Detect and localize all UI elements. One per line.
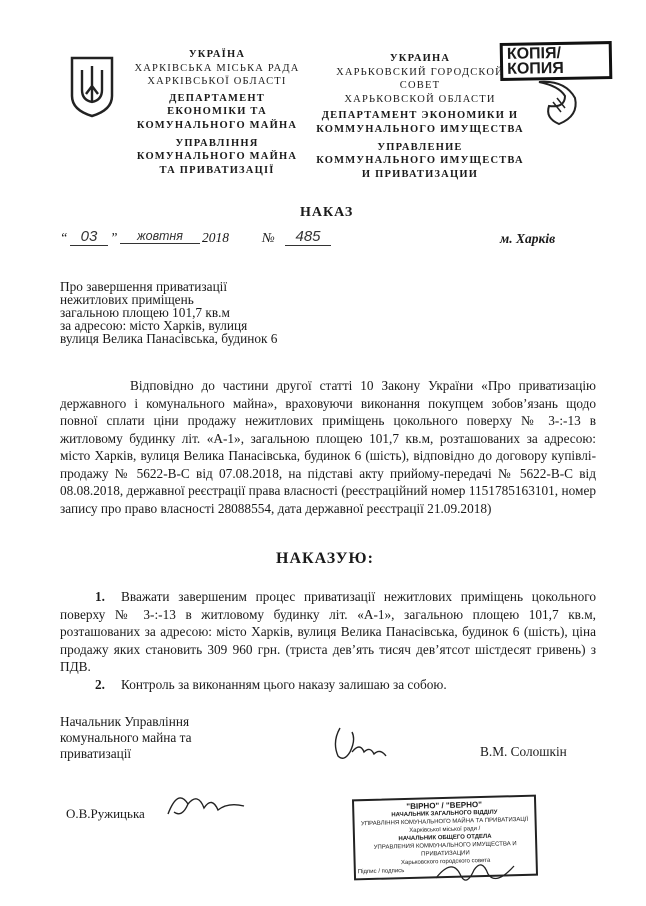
copy-stamp — [500, 41, 613, 81]
subject-line-1: Про завершення приватизації — [60, 279, 228, 294]
header-left-admin-2: КОМУНАЛЬНОГО МАЙНА — [136, 151, 298, 163]
header-left-admin-3: ТА ПРИВАТИЗАЦІЇ — [159, 164, 275, 176]
order-date-month: жовтня — [120, 229, 200, 244]
signatory-title — [60, 714, 260, 762]
decree-item-1-text: Вважати завершеним процес приватизації нежитлових приміщень цокольного поверху № 3-:-13 в житловому будинку літ. «А-1», загальною площею 101,7 кв.м, розташованих за адресою: місто Харків, вулиця Велика Панасівська, будинок 6 (шість), ціна продажу яких становить 309 960 грн. (триста дев’ять тисяч дев’ятсот шістдесят гривень) з ПДВ. — [60, 589, 596, 674]
order-number-label: № — [262, 230, 275, 245]
signatory-title-2: комунального майна та — [60, 730, 192, 745]
order-date-line: “ 03 ” жовтня 2018 № 485 м. Харків — [60, 228, 556, 246]
order-date-year: 2018 — [202, 230, 229, 245]
header-right-dept-2: КОММУНАЛЬНОГО ИМУЩЕСТВА — [316, 123, 524, 135]
signature-scribble — [330, 722, 390, 771]
header-left-dept-2: ЕКОНОМІКИ ТА — [167, 106, 267, 118]
verified-stamp-line-7: Харьковского городского совета — [400, 857, 491, 867]
header-left-council-1: ХАРКІВСЬКА МІСЬКА РАДА — [134, 62, 300, 74]
header-left — [112, 48, 322, 177]
signatory-title-3: приватизації — [60, 746, 132, 761]
order-number: 485 — [285, 228, 331, 246]
header-left-admin-1: УПРАВЛІННЯ — [175, 137, 259, 149]
executor-name: О.В.Ружицька — [66, 806, 145, 821]
subject-line-5: вулиця Велика Панасівська, будинок 6 — [60, 331, 278, 346]
header-right-dept-1: ДЕПАРТАМЕНТ ЭКОНОМИКИ И — [321, 110, 519, 122]
header-right-council-2: СОВЕТ — [399, 80, 441, 92]
decree-item-2-text: Контроль за виконанням цього наказу залишаю за собою. — [120, 677, 447, 692]
verified-stamp-line-1: "ВІРНО" / "ВЕРНО" — [406, 800, 483, 811]
signatory-name: В.М. Солошкін — [480, 744, 567, 759]
verified-stamp-line-6: УПРАВЛЕНИЯ КОММУНАЛЬНОГО ИМУЩЕСТВА И ПРИВАТИЗАЦИИ — [373, 841, 517, 858]
preamble: Відповідно до частини другої статті 10 Закону України «Про приватизацію державного і комунального майна», враховуючи виконання покупцем зобов’язань щодо повної сплати ціни продажу нежитлових приміщень цокольного поверху № 3-:-13 в житловому будинку літ. «А-1», загальною площею 101,7 кв.м, розташованих за адресою: місто Харків, вулиця Велика Панасівська, будинок 6 (шість), відповідно до договору купівлі-продажу № 5622-В-С від 07.08.2018, на підставі акту прийому-передачі № 5622-В-С від 08.08.2018, державної реєстрації права власності (реєстраційний номер 1151785163101, номер запису про право власності 28088554, дата державної реєстрації 21.09.2018) — [60, 378, 596, 516]
order-subject — [60, 280, 360, 345]
coat-of-arms — [70, 56, 114, 118]
subject-line-3: загальною площею 101,7 кв.м — [60, 305, 230, 320]
executor-signature — [158, 784, 248, 829]
subject-line-4: за адресою: місто Харків, вулиця — [60, 318, 248, 333]
header-right-country: УКРАИНА — [389, 53, 451, 64]
order-title: НАКАЗ — [300, 205, 354, 220]
verified-stamp-line-3: УПРАВЛІННЯ КОМУНАЛЬНОГО МАЙНА ТА ПРИВАТИЗАЦІЇ — [360, 816, 529, 828]
header-right-council-3: ХАРЬКОВСКОЙ ОБЛАСТИ — [344, 93, 496, 105]
verified-stamp-line-5: НАЧАЛЬНИК ОБЩЕГО ОТДЕЛА — [398, 833, 492, 843]
header-left-dept-1: ДЕПАРТАМЕНТ — [169, 92, 265, 104]
header-right-council-1: ХАРЬКОВСКИЙ ГОРОДСКОЙ — [336, 66, 504, 78]
subject-line-2: нежитлових приміщень — [60, 292, 194, 307]
decree-item-1 — [60, 588, 596, 676]
city-emblem — [535, 78, 583, 128]
verified-stamp-line-2: НАЧАЛЬНИК ЗАГАЛЬНОГО ВІДДІЛУ — [391, 809, 498, 819]
header-right-admin-2: КОММУНАЛЬНОГО ИМУЩЕСТВА — [316, 155, 524, 167]
header-right-admin-1: УПРАВЛЕНИЕ — [377, 141, 463, 153]
verified-stamp-line-4: Харківської міської ради / — [409, 826, 481, 834]
decree-heading: НАКАЗУЮ: — [276, 550, 374, 567]
order-date-day: 03 — [70, 228, 108, 246]
header-right-admin-3: И ПРИВАТИЗАЦИИ — [361, 168, 479, 180]
decree-item-2-num: 2. — [95, 677, 105, 692]
header-left-country: УКРАЇНА — [188, 49, 246, 60]
decree-item-1-num: 1. — [95, 589, 105, 604]
header-left-council-2: ХАРКІВСЬКОЇ ОБЛАСТІ — [147, 76, 287, 88]
signatory-title-1: Начальник Управління — [60, 714, 190, 729]
stamp-signature — [430, 852, 520, 897]
decree-item-2 — [60, 676, 596, 694]
copy-stamp-line-2: КОПИЯ — [506, 59, 564, 78]
verified-stamp-line-8: Підпис / подпись — [357, 868, 405, 876]
header-left-dept-3: КОМУНАЛЬНОГО МАЙНА — [136, 119, 298, 131]
copy-stamp-line-1: КОПІЯ/ — [506, 44, 562, 63]
order-city: м. Харків — [500, 231, 556, 246]
